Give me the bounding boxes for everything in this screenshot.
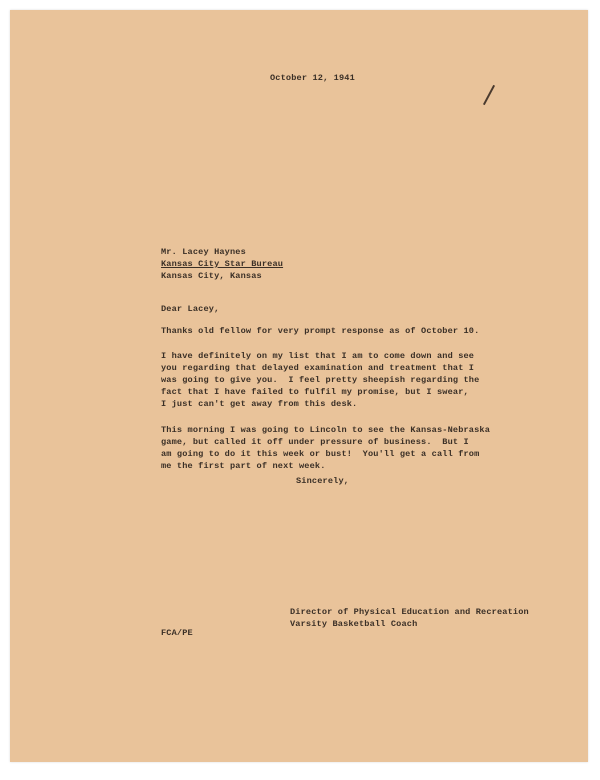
recipient-organization: Kansas City Star Bureau bbox=[161, 259, 284, 269]
paragraph-2-line-3: was going to give you. I feel pretty sheepish regarding the bbox=[161, 375, 480, 385]
signature-title-2: Varsity Basketball Coach bbox=[290, 619, 418, 629]
paragraph-2-line-5: I just can't get away from this desk. bbox=[161, 399, 358, 409]
salutation: Dear Lacey, bbox=[161, 304, 220, 314]
typist-initials: FCA/PE bbox=[161, 628, 193, 638]
signature-title-1: Director of Physical Education and Recreation bbox=[290, 607, 529, 617]
paragraph-2-line-1: I have definitely on my list that I am to come down and see bbox=[161, 351, 475, 361]
paragraph-1-line-1: Thanks old fellow for very prompt response as of October 10. bbox=[161, 326, 480, 336]
paragraph-2-line-4: fact that I have failed to fulfil my promise, but I swear, bbox=[161, 387, 469, 397]
paragraph-3-line-2: game, but called it off under pressure of business. But I bbox=[161, 437, 469, 447]
recipient-name: Mr. Lacey Haynes bbox=[161, 247, 246, 257]
paragraph-2-line-2: you regarding that delayed examination and treatment that I bbox=[161, 363, 475, 373]
paragraph-3-line-4: me the first part of next week. bbox=[161, 461, 326, 471]
paragraph-3-line-1: This morning I was going to Lincoln to see the Kansas-Nebraska bbox=[161, 425, 491, 435]
closing: Sincerely, bbox=[296, 476, 350, 486]
recipient-city: Kansas City, Kansas bbox=[161, 271, 262, 281]
letter-date: October 12, 1941 bbox=[270, 73, 355, 83]
paragraph-3-line-3: am going to do it this week or bust! You'll get a call from bbox=[161, 449, 480, 459]
